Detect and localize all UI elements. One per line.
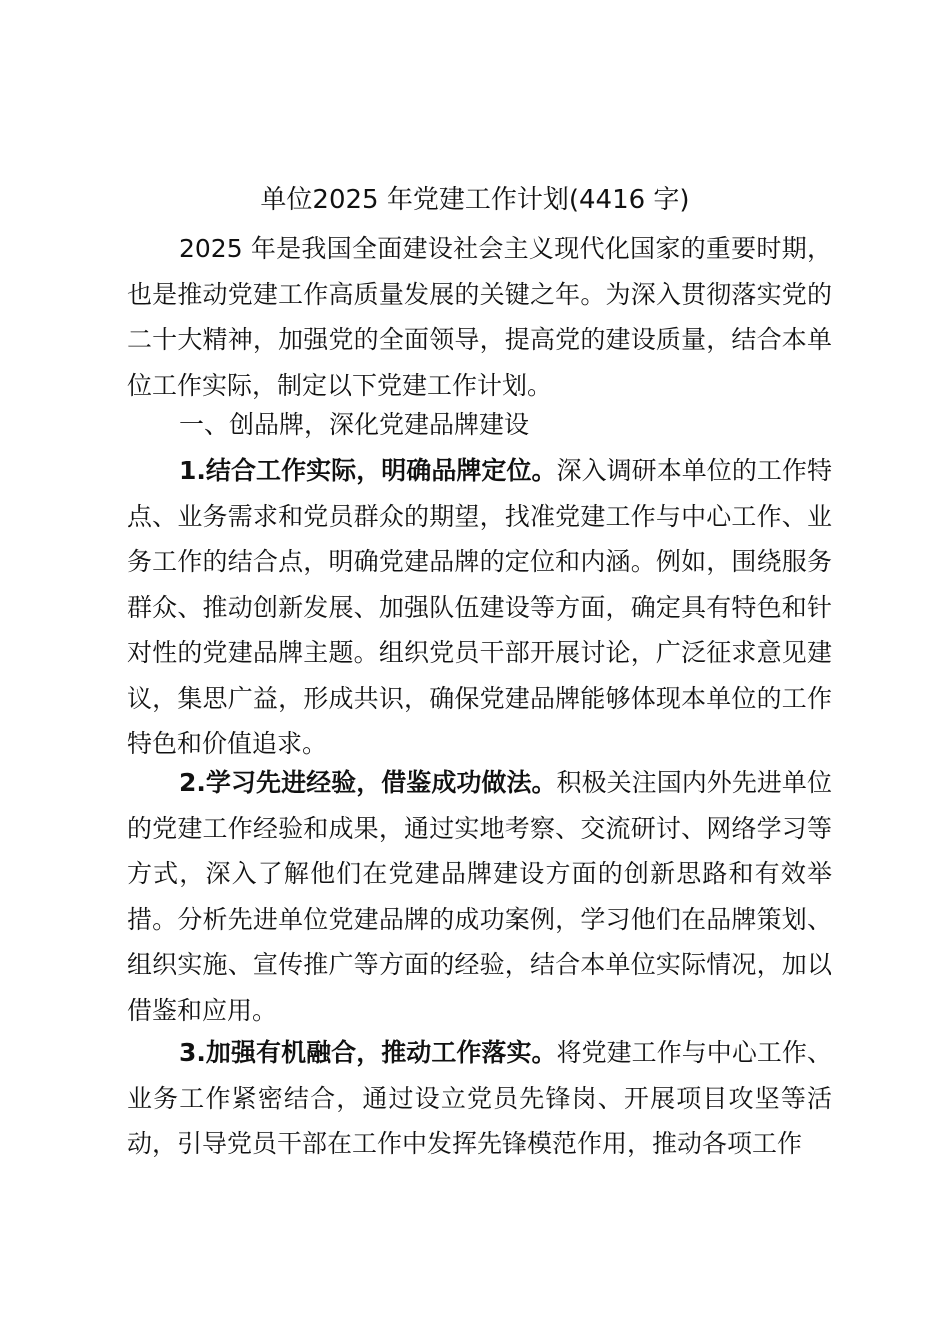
intro-paragraph: 2025 年是我国全面建设社会主义现代化国家的重要时期，也是推动党建工作高质量发展的关键之年。为深入贯彻落实党的二十大精神，加强党的全面领导，提高党的建设质量，结合本单位工作实际，制定以下党建工作计划。 xyxy=(127,234,832,400)
item-paragraph-1 xyxy=(127,448,832,767)
item-body-2: 积极关注国内外先进单位的党建工作经验和成果，通过实地考察、交流研讨、网络学习等方式，深入了解他们在党建品牌建设方面的创新思路和有效举措。分析先进单位党建品牌的成功案例，学习他们在品牌策划、组织实施、宣传推广等方面的经验，结合本单位实际情况，加以借鉴和应用。 xyxy=(127,768,832,1025)
item-lead-1: 1.结合工作实际，明确品牌定位。 xyxy=(179,456,557,485)
item-body-1: 深入调研本单位的工作特点、业务需求和党员群众的期望，找准党建工作与中心工作、业务工作的结合点，明确党建品牌的定位和内涵。例如，围绕服务群众、推动创新发展、加强队伍建设等方面，确定具有特色和针对性的党建品牌主题。组织党员干部开展讨论，广泛征求意见建议，集思广益，形成共识，确保党建品牌能够体现本单位的工作特色和价值追求。 xyxy=(127,456,832,758)
item-paragraph-3 xyxy=(127,1030,832,1167)
item-lead-2: 2.学习先进经验，借鉴成功做法。 xyxy=(179,768,557,797)
item-paragraph-2 xyxy=(127,760,832,1033)
document-title: 单位2025 年党建工作计划(4416 字) xyxy=(260,185,690,215)
section-heading: 一、创品牌，深化党建品牌建设 xyxy=(179,410,530,439)
item-body-3: 将党建工作与中心工作、业务工作紧密结合，通过设立党员先锋岗、开展项目攻坚等活动，引导党员干部在工作中发挥先锋模范作用，推动各项工作 xyxy=(127,1038,832,1158)
item-lead-3: 3.加强有机融合，推动工作落实。 xyxy=(179,1038,557,1067)
